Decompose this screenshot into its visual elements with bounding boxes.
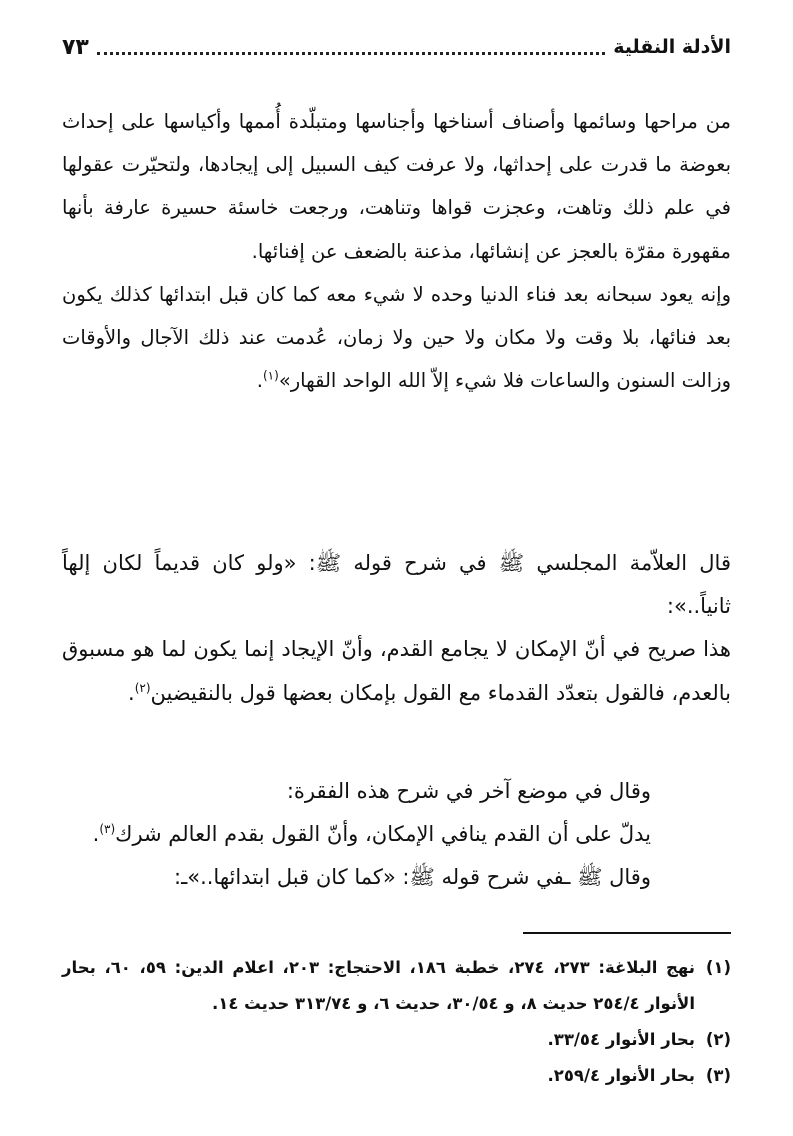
footnote-text: بحار الأنوار ٣٣/٥٤. [547,1030,695,1049]
footnote-text: بحار الأنوار ٢٥٩/٤. [547,1066,695,1085]
paragraph-text: هذا صريح في أنّ الإمكان لا يجامع القدم، وأنّ الإيجاد إنما يكون لما هو مسبوق بالعدم، فالقول بتعدّد القدماء مع القول بإمكان بعضها قول بالنقيضين [62,637,731,705]
paragraph: وقال في موضع آخر في شرح هذه الفقرة: [286,779,651,803]
page-number: ٧٣ [62,34,89,60]
footnote-divider [523,932,731,934]
paragraph: هذا صريح في أنّ الإمكان لا يجامع القدم، وأنّ الإيجاد إنما يكون لما هو مسبوق بالعدم، فالقول بتعدّد القدماء مع القول بإمكان بعضها قول بالنقيضين$^{(٢)}$. [62,637,731,705]
footnote-number: (٣) [705,1066,731,1085]
footnotes [62,950,731,1094]
commentary-block-2 [62,770,731,900]
paragraph: وقال ﷺ ـفي شرح قوله ﷺ: «كما كان قبل ابتدائها..»ـ: [174,865,651,890]
footnote-text: نهج البلاغة: ٢٧٣، ٢٧٤، خطبة ١٨٦، الاحتجاج: ٢٠٣، اعلام الدين: ٥٩، ٦٠، بحار الأنوار ٢٥٤/٤ حديث ٨، و ٣٠/٥٤، حديث ٦، و ٣١٣/٧٤ حديث ١٤. [62,958,695,1013]
footnote [62,1058,731,1094]
footnote-number: (٢) [705,1030,731,1049]
footnote [62,950,731,1022]
footnote-number: (١) [705,958,731,977]
footnote-ref: (١) [262,368,279,383]
leader-dots [97,52,605,55]
paragraph-text: يدلّ على أن القدم ينافي الإمكان، وأنّ القول بقدم العالم شرك [115,822,651,847]
footnote-ref: (٣) [99,822,116,837]
footnote-ref: (٢) [134,680,151,695]
commentary-block [62,542,731,715]
footnote [62,1022,731,1058]
paragraph: وإنه يعود سبحانه بعد فناء الدنيا وحده لا شيء معه كما كان قبل ابتدائها كذلك يكون بعد فنائها، بلا وقت ولا مكان ولا حين ولا زمان، عُدمت عند ذلك الآجال والأوقات وزالت السنون والساعات فلا شيء إلاّ الله الواحد القهار»$^{(١)}$. [62,282,731,393]
paragraph: يدلّ على أن القدم ينافي الإمكان، وأنّ القول بقدم العالم شرك$^{(٣)}$. [92,822,651,847]
paragraph-text: وإنه يعود سبحانه بعد فناء الدنيا وحده لا شيء معه كما كان قبل ابتدائها كذلك يكون بعد فنائها، بلا وقت ولا مكان ولا حين ولا زمان، عُدمت عند ذلك الآجال والأوقات وزالت السنون والساعات فلا شيء إلاّ الله الواحد القهار» [62,282,731,393]
paragraph: من مراحها وسائمها وأصناف أسناخها وأجناسها ومتبلّدة أُممها وأكياسها على إحداث بعوضة ما قدرت على إحداثها، ولا عرفت كيف السبيل إلى إيجادها، ولتحيّرت عقولها في علم ذلك وتاهت، وعجزت قواها وتناهت، ورجعت خاسئة حسيرة عارفة بأنها مقهورة مقرّة بالعجز عن إنشائها، مذعنة بالضعف عن إفنائها. [62,110,731,263]
quote-intro: قال العلاّمة المجلسي ﷺ في شرح قوله ﷺ: «ولو كان قديماً لكان إلهاً ثانياً..»: [62,551,731,619]
main-text [62,100,731,402]
chapter-title: الأدلة النقلية [613,36,731,58]
running-header [62,30,731,64]
